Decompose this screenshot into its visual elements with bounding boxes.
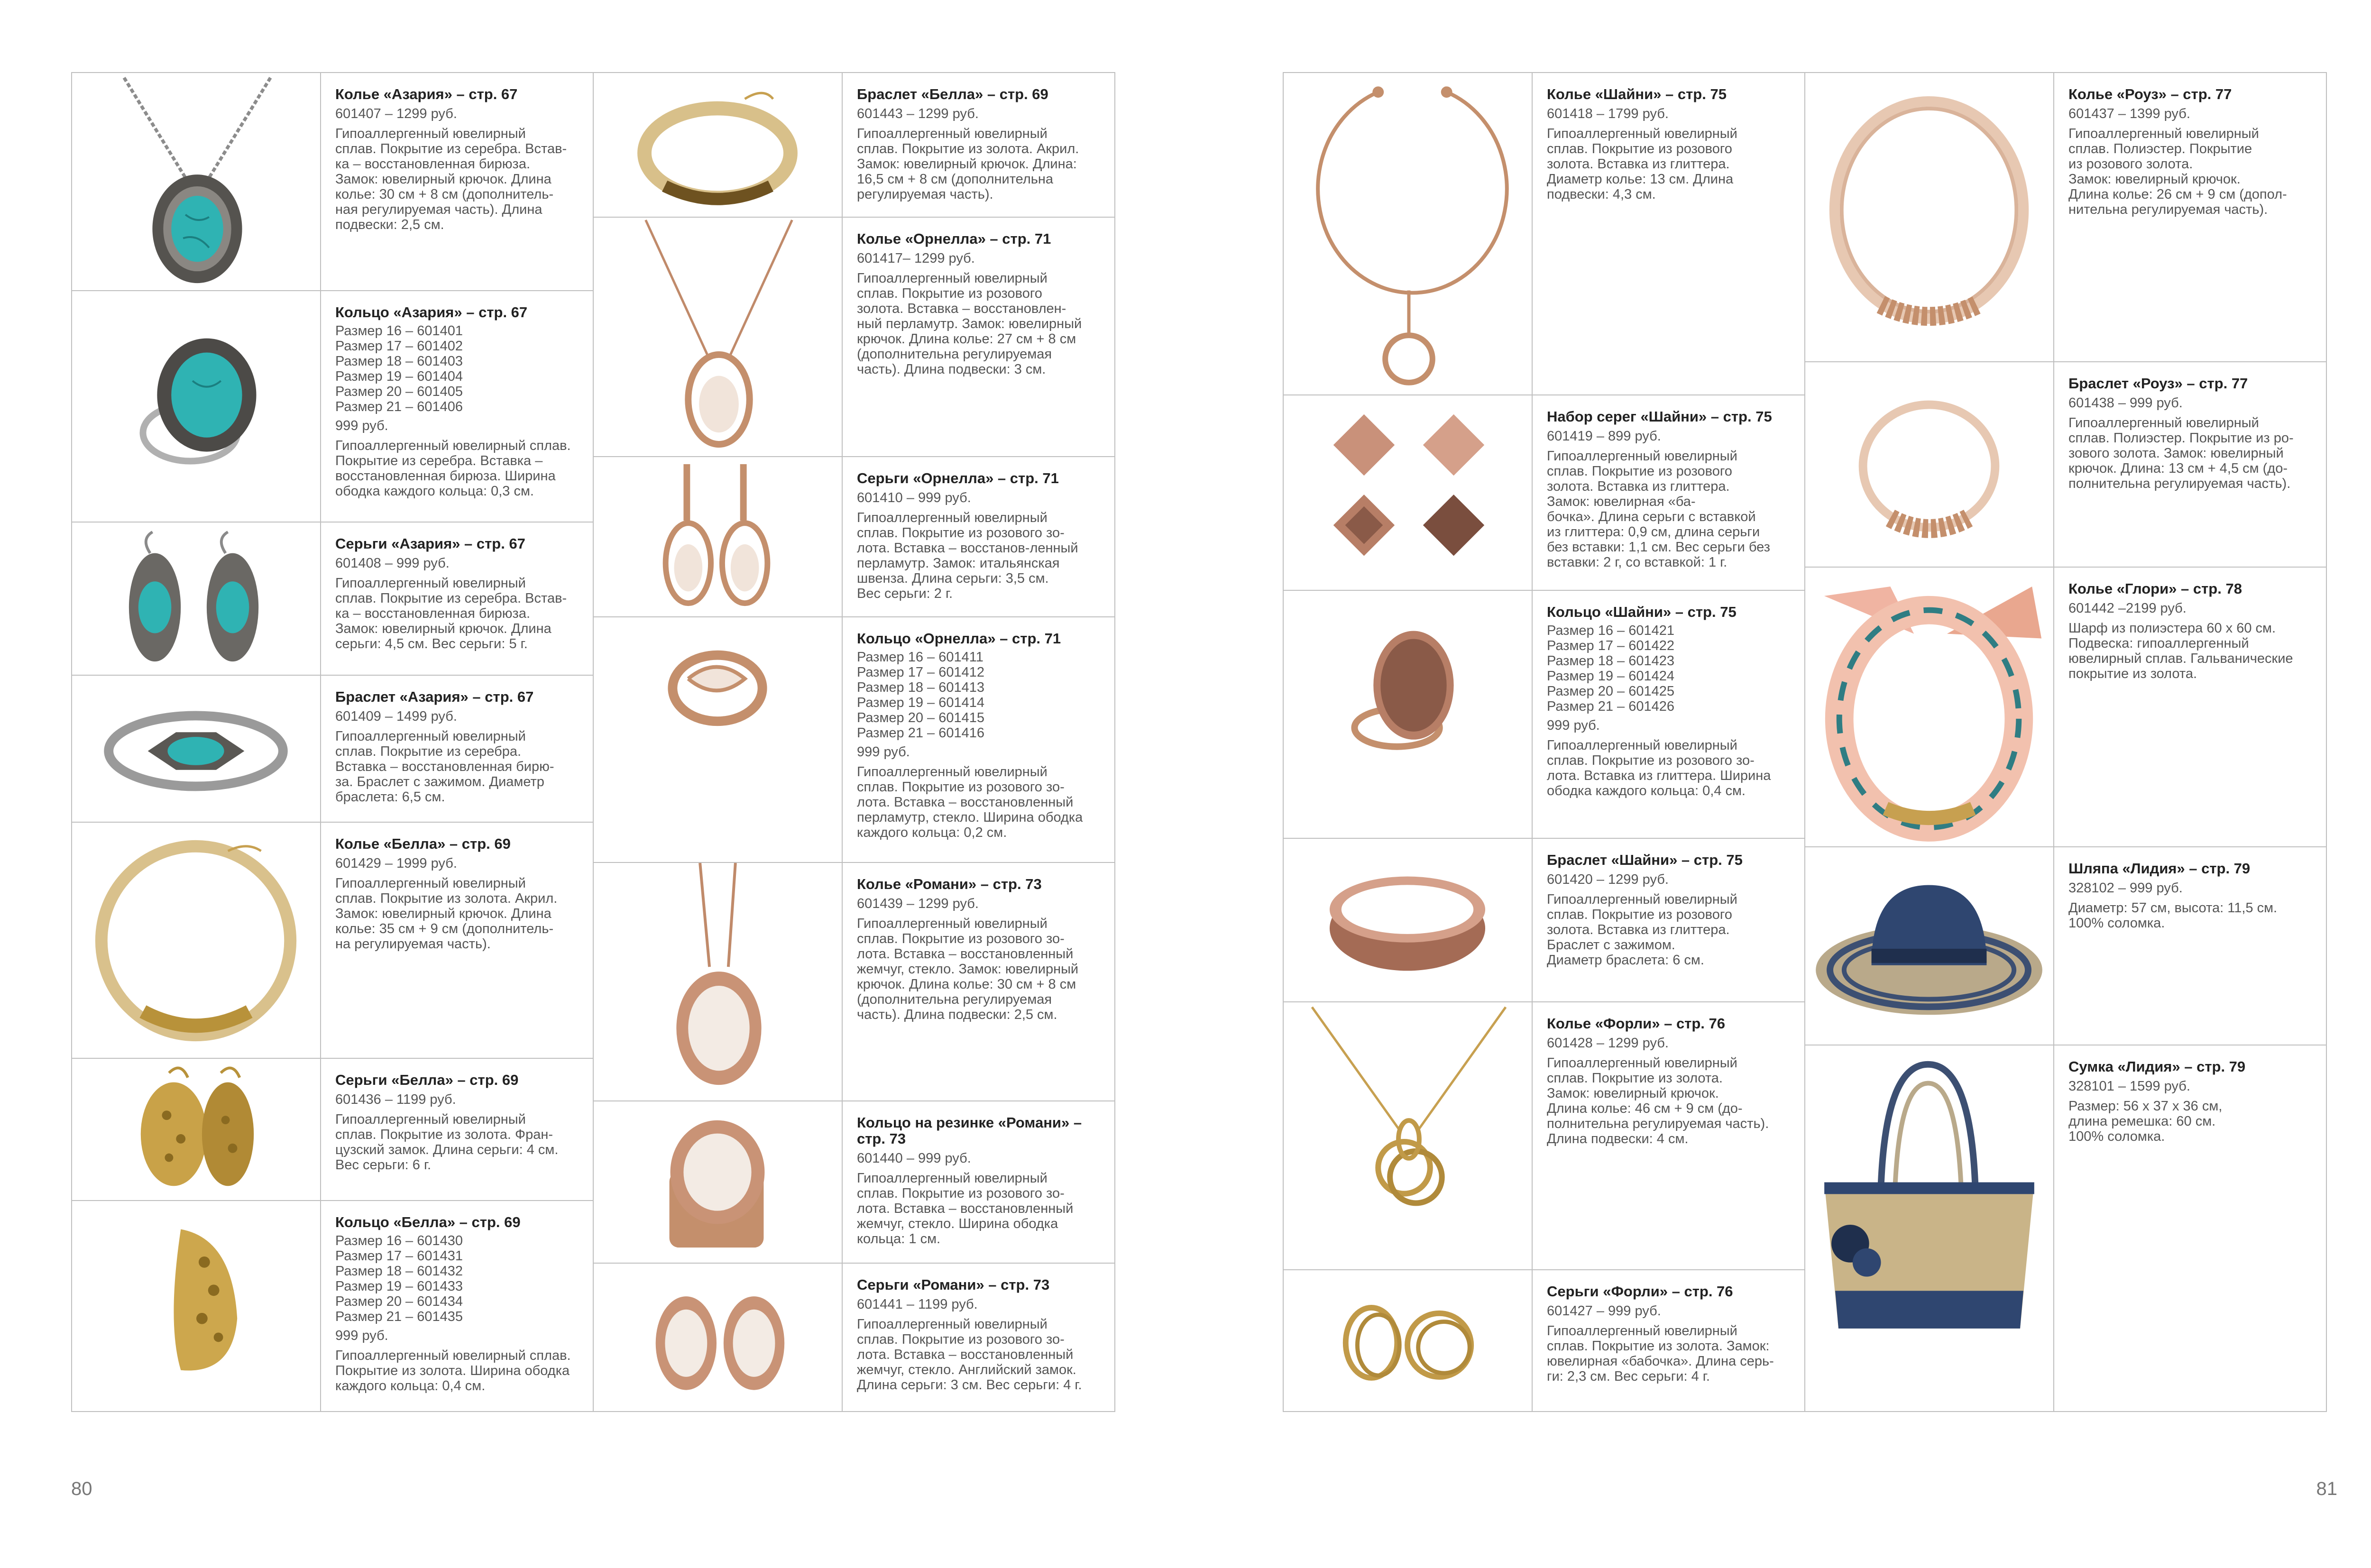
product-price: 601429 – 1999 руб.	[335, 856, 457, 871]
product-description: Гипоаллергенный ювелирный сплав. Покрытие из серебра. Вставка – восстановленная бирюза. Ширина ободка каждого кольца: 0,3 см.	[335, 438, 571, 499]
product-price: 601443 – 1299 руб.	[857, 106, 979, 121]
gold-collar-necklace-icon	[72, 823, 320, 1058]
scarf-necklace-icon	[1805, 568, 2053, 846]
product-description: Диаметр: 57 см, высота: 11,5 см. 100% соломка.	[2068, 900, 2278, 931]
product-description: Гипоаллергенный ювелирный сплав. Покрытие из розового зо- лота. Вставка – восстановленный жемчуг, стекло. Замок: ювелирный крючок. Длина колье: 30 см + 8 см (дополнительна регулируемая часть). Длина подвески: 2,5 см.	[857, 916, 1079, 1022]
product-title: Серьги «Форли» – стр. 76	[1547, 1283, 1733, 1300]
product-price: 601410 – 999 руб.	[857, 490, 971, 505]
product-price: 601437 – 1399 руб.	[2068, 106, 2190, 121]
product-description: Гипоаллергенный ювелирный сплав. Покрытие из розового зо- лота. Вставка – восстановленный жемчуг, стекло. Ширина ободка кольца: 1 см.	[857, 1171, 1074, 1247]
oval-pearl-earrings-icon	[594, 1264, 842, 1411]
product-row	[594, 1263, 1114, 1412]
pearl-drop-earrings-icon	[594, 457, 842, 616]
product-image	[594, 863, 843, 1100]
product-title: Кольцо «Белла» – стр. 69	[335, 1214, 521, 1230]
product-title: Колье «Азария» – стр. 67	[335, 86, 518, 102]
product-description: Гипоаллергенный ювелирный сплав. Покрытие из золота. Акрил. Замок: ювелирный крючок. Длина колье: 35 см + 9 см (дополнитель- на регулируемая часть).	[335, 876, 558, 952]
product-row	[594, 862, 1114, 1100]
gold-bracelet-icon	[594, 73, 842, 217]
product-row	[1284, 1001, 1804, 1269]
knot-earrings-icon	[1284, 1270, 1532, 1411]
product-price: 601407 – 1299 руб.	[335, 106, 457, 121]
product-image	[1805, 362, 2054, 567]
product-row	[594, 72, 1114, 217]
product-title: Колье «Орнелла» – стр. 71	[857, 230, 1051, 247]
product-description: Гипоаллергенный ювелирный сплав. Покрытие из золота. Замок: ювелирная «бабочка». Длина серь- ги: 2,3 см. Вес серьги: 4 г.	[1547, 1323, 1774, 1384]
turquoise-bracelet-icon	[72, 676, 320, 822]
product-row	[72, 522, 593, 675]
product-image	[1284, 839, 1533, 1001]
product-image	[72, 676, 321, 822]
catalog-column-4	[1804, 72, 2327, 1412]
glitter-bangle-icon	[1284, 839, 1532, 1001]
rose-gold-ring-icon	[594, 617, 842, 862]
product-price: 601442 –2199 руб.	[2068, 601, 2187, 616]
product-row	[594, 616, 1114, 862]
product-row	[72, 675, 593, 822]
product-title: Колье «Глори» – стр. 78	[2068, 580, 2242, 597]
size-option: Размер 20 – 601415	[857, 710, 985, 725]
product-row	[1284, 590, 1804, 838]
product-image	[72, 823, 321, 1058]
product-price: 601408 – 999 руб.	[335, 556, 450, 571]
product-row	[72, 1058, 593, 1200]
straw-hat-icon	[1805, 847, 2053, 1045]
product-price: 601428 – 1299 руб.	[1547, 1036, 1669, 1051]
size-option: Размер 20 – 601405	[335, 384, 463, 399]
product-price: 601440 – 999 руб.	[857, 1151, 971, 1166]
product-title: Браслет «Азария» – стр. 67	[335, 688, 534, 705]
product-price: 328101 – 1599 руб.	[2068, 1079, 2190, 1094]
product-title: Кольцо «Азария» – стр. 67	[335, 304, 528, 321]
product-description: Гипоаллергенный ювелирный сплав. Покрытие из серебра. Вставка – восстановленная бирю- за. Браслет с зажимом. Диаметр браслета: 6,5 см.	[335, 729, 554, 805]
product-title: Браслет «Роуз» – стр. 77	[2068, 375, 2248, 392]
catalog-column-2	[593, 72, 1115, 1412]
product-price: 601439 – 1299 руб.	[857, 896, 979, 911]
product-row	[594, 1100, 1114, 1263]
oval-pearl-necklace-icon	[594, 863, 842, 1100]
product-price: 601419 – 899 руб.	[1547, 429, 1661, 444]
product-image	[594, 1101, 843, 1263]
pearl-pendant-necklace-icon	[594, 218, 842, 456]
product-title: Браслет «Белла» – стр. 69	[857, 86, 1048, 102]
product-price: 601420 – 1299 руб.	[1547, 872, 1669, 887]
product-price: 601417– 1299 руб.	[857, 251, 975, 266]
product-title: Колье «Форли» – стр. 76	[1547, 1015, 1726, 1032]
size-option: Размер 19 – 601414	[857, 695, 985, 710]
size-list	[335, 1233, 584, 1324]
product-image	[1284, 1002, 1533, 1269]
product-price: 601441 – 1199 руб.	[857, 1297, 978, 1312]
product-image	[594, 1264, 843, 1411]
size-option: Размер 18 – 601403	[335, 354, 463, 369]
product-price: 601409 – 1499 руб.	[335, 709, 457, 724]
product-row	[1284, 394, 1804, 590]
product-description: Гипоаллергенный ювелирный сплав. Полиэстер. Покрытие из розового золота. Замок: ювелирный крючок. Длина колье: 26 см + 9 см (допол- нительна регулируемая часть).	[2068, 126, 2287, 217]
size-option: Размер 16 – 601411	[857, 650, 983, 665]
size-option: Размер 17 – 601412	[857, 665, 985, 680]
product-row	[72, 290, 593, 522]
size-option: Размер 18 – 601413	[857, 680, 985, 695]
product-title: Колье «Белла» – стр. 69	[335, 835, 511, 852]
product-description: Гипоаллергенный ювелирный сплав. Покрытие из золота. Акрил. Замок: ювелирный крючок. Длина: 16,5 см + 8 см (дополнительна регулируемая часть).	[857, 126, 1079, 202]
product-description: Гипоаллергенный ювелирный сплав. Покрытие из розового золота. Вставка из глиттера. Диаметр колье: 13 см. Длина подвески: 4,3 см.	[1547, 126, 1737, 202]
product-description: Гипоаллергенный ювелирный сплав. Покрытие из розового золота. Вставка из глиттера. Замок: ювелирная «ба- бочка». Длина серьги с вставкой из глиттера: 0,9 см, длина серьги без вставки: 1,1 см. Вес серьги без вставки: 2 г, со вставкой: 1 г.	[1547, 449, 1770, 570]
product-row	[1805, 72, 2326, 361]
product-description: Шарф из полиэстера 60 х 60 см. Подвеска: гипоаллергенный ювелирный сплав. Гальванические покрытие из золота.	[2068, 621, 2293, 681]
product-description: Гипоаллергенный ювелирный сплав. Покрытие из серебра. Встав- ка – восстановленная бирюза. Замок: ювелирный крючок. Длина колье: 30 см + 8 см (дополнитель- ная регулируемая часть). Длина подвески: 2,5 см.	[335, 126, 567, 232]
product-image	[72, 73, 321, 290]
size-option: Размер 16 – 601430	[335, 1233, 463, 1248]
product-image	[72, 1059, 321, 1200]
product-image	[1284, 73, 1533, 394]
product-row	[1805, 567, 2326, 846]
cord-necklace-icon	[1805, 73, 2053, 361]
product-description: Гипоаллергенный ювелирный сплав. Покрытие из розового зо- лота. Вставка из глиттера. Ширина ободка каждого кольца: 0,4 см.	[1547, 738, 1771, 798]
straw-bag-icon	[1805, 1045, 2053, 1411]
product-price: 999 руб.	[335, 1328, 388, 1343]
product-row	[1805, 1045, 2326, 1412]
size-list	[335, 323, 584, 414]
product-title: Серьги «Азария» – стр. 67	[335, 535, 525, 552]
product-title: Колье «Роуз» – стр. 77	[2068, 86, 2232, 102]
product-row	[1284, 838, 1804, 1001]
size-option: Размер 21 – 601426	[1547, 699, 1675, 714]
product-title: Сумка «Лидия» – стр. 79	[2068, 1058, 2246, 1075]
product-price: 601418 – 1799 руб.	[1547, 106, 1669, 121]
product-description: Гипоаллергенный ювелирный сплав. Полиэстер. Покрытие из ро- зового золота. Замок: ювелирный крючок. Длина: 13 см + 4,5 см (до- полнительна регулируемая часть).	[2068, 415, 2294, 491]
product-title: Серьги «Белла» – стр. 69	[335, 1072, 519, 1088]
product-image	[1284, 591, 1533, 838]
page-number-right: 81	[2316, 1478, 2337, 1499]
product-title: Колье «Романи» – стр. 73	[857, 876, 1042, 892]
product-price: 601438 – 999 руб.	[2068, 395, 2183, 411]
product-price: 601427 – 999 руб.	[1547, 1303, 1661, 1319]
size-list	[1547, 623, 1796, 714]
product-image	[72, 291, 321, 522]
turquoise-earrings-icon	[72, 523, 320, 675]
product-row	[72, 822, 593, 1058]
product-image	[594, 218, 843, 456]
product-image	[1805, 568, 2054, 846]
product-title: Кольцо «Орнелла» – стр. 71	[857, 630, 1061, 647]
size-option: Размер 17 – 601431	[335, 1248, 463, 1264]
product-description: Гипоаллергенный ювелирный сплав. Покрытие из золота. Ширина ободка каждого кольца: 0,4 см.	[335, 1348, 571, 1394]
product-row	[1805, 361, 2326, 567]
product-row	[594, 456, 1114, 616]
product-title: Кольцо на резинке «Романи» – стр. 73	[857, 1114, 1082, 1147]
size-option: Размер 18 – 601423	[1547, 653, 1675, 669]
size-option: Размер 19 – 601404	[335, 369, 463, 384]
cord-bracelet-icon	[1805, 362, 2053, 567]
product-image	[72, 523, 321, 675]
size-option: Размер 19 – 601433	[335, 1279, 463, 1294]
product-description: Гипоаллергенный ювелирный сплав. Покрытие из золота. Фран- цузский замок. Длина серьги: 4 см. Вес серьги: 6 г.	[335, 1112, 559, 1173]
product-image	[1284, 1270, 1533, 1411]
size-option: Размер 21 – 601416	[857, 725, 985, 741]
product-row	[72, 72, 593, 290]
gold-earrings-icon	[72, 1059, 320, 1200]
product-image	[1805, 1045, 2054, 1411]
size-option: Размер 16 – 601401	[335, 323, 463, 339]
product-title: Шляпа «Лидия» – стр. 79	[2068, 860, 2251, 877]
product-price: 999 руб.	[335, 418, 388, 433]
product-image	[1805, 73, 2054, 361]
product-image	[1284, 395, 1533, 590]
size-option: Размер 16 – 601421	[1547, 623, 1675, 638]
gold-ring-icon	[72, 1201, 320, 1411]
size-option: Размер 20 – 601434	[335, 1294, 463, 1309]
product-image	[1805, 847, 2054, 1045]
product-price: 999 руб.	[1547, 718, 1600, 733]
stretch-ring-icon	[594, 1101, 842, 1263]
page-number-left: 80	[71, 1478, 92, 1499]
knot-pendant-icon	[1284, 1002, 1532, 1269]
product-description: Гипоаллергенный ювелирный сплав. Покрытие из розового золота. Вставка из глиттера. Браслет с зажимом. Диаметр браслета: 6 см.	[1547, 892, 1737, 968]
size-option: Размер 18 – 601432	[335, 1264, 463, 1279]
product-description: Гипоаллергенный ювелирный сплав. Покрытие из розового зо- лота. Вставка – восстанов-ленный перламутр. Замок: итальянская швенза. Длина серьги: 3,5 см. Вес серьги: 2 г.	[857, 510, 1078, 601]
product-title: Серьги «Романи» – стр. 73	[857, 1276, 1050, 1293]
size-option: Размер 19 – 601424	[1547, 669, 1675, 684]
catalog-column-1	[71, 72, 594, 1412]
size-option: Размер 17 – 601422	[1547, 638, 1675, 653]
glitter-ring-icon	[1284, 591, 1532, 838]
size-option: Размер 17 – 601402	[335, 339, 463, 354]
product-price: 601436 – 1199 руб.	[335, 1092, 456, 1107]
wire-choker-icon	[1284, 73, 1532, 394]
size-list	[857, 650, 1106, 741]
product-title: Кольцо «Шайни» – стр. 75	[1547, 604, 1737, 620]
product-price: 328102 – 999 руб.	[2068, 880, 2183, 896]
product-description: Размер: 56 х 37 х 36 см, длина ремешка: 60 см. 100% соломка.	[2068, 1099, 2223, 1144]
turquoise-ring-icon	[72, 291, 320, 522]
product-row	[1805, 846, 2326, 1045]
product-description: Гипоаллергенный ювелирный сплав. Покрытие из розового золота. Вставка – восстановлен- ный перламутр. Замок: ювелирный крючок. Длина колье: 27 см + 8 см (дополнительна регулируемая часть). Длина подвески: 3 см.	[857, 271, 1082, 377]
product-row	[1284, 72, 1804, 394]
product-description: Гипоаллергенный ювелирный сплав. Покрытие из розового зо- лота. Вставка – восстановленный перламутр, стекло. Ширина ободка каждого кольца: 0,2 см.	[857, 764, 1083, 840]
product-row	[1284, 1269, 1804, 1412]
square-studs-icon	[1284, 395, 1532, 590]
product-image	[594, 457, 843, 616]
product-image	[594, 617, 843, 862]
product-title: Колье «Шайни» – стр. 75	[1547, 86, 1727, 102]
product-title: Серьги «Орнелла» – стр. 71	[857, 470, 1059, 486]
catalog-column-3	[1283, 72, 1805, 1412]
turquoise-necklace-icon	[72, 73, 320, 290]
product-row	[72, 1200, 593, 1412]
size-option: Размер 21 – 601406	[335, 399, 463, 414]
size-option: Размер 21 – 601435	[335, 1309, 463, 1324]
product-description: Гипоаллергенный ювелирный сплав. Покрытие из золота. Замок: ювелирный крючок. Длина колье: 46 см + 9 см (до- полнительна регулируемая часть). Длина подвески: 4 см.	[1547, 1055, 1769, 1146]
product-description: Гипоаллергенный ювелирный сплав. Покрытие из серебра. Встав- ка – восстановленная бирюза. Замок: ювелирный крючок. Длина серьги: 4,5 см. Вес серьги: 5 г.	[335, 576, 567, 651]
product-price: 999 руб.	[857, 744, 910, 760]
product-image	[594, 73, 843, 217]
product-title: Набор серег «Шайни» – стр. 75	[1547, 408, 1772, 425]
product-description: Гипоаллергенный ювелирный сплав. Покрытие из розового зо- лота. Вставка – восстановленный жемчуг, стекло. Английский замок. Длина серьги: 3 см. Вес серьги: 4 г.	[857, 1317, 1082, 1393]
product-image	[72, 1201, 321, 1411]
product-row	[594, 217, 1114, 456]
product-title: Браслет «Шайни» – стр. 75	[1547, 852, 1743, 868]
size-option: Размер 20 – 601425	[1547, 684, 1675, 699]
